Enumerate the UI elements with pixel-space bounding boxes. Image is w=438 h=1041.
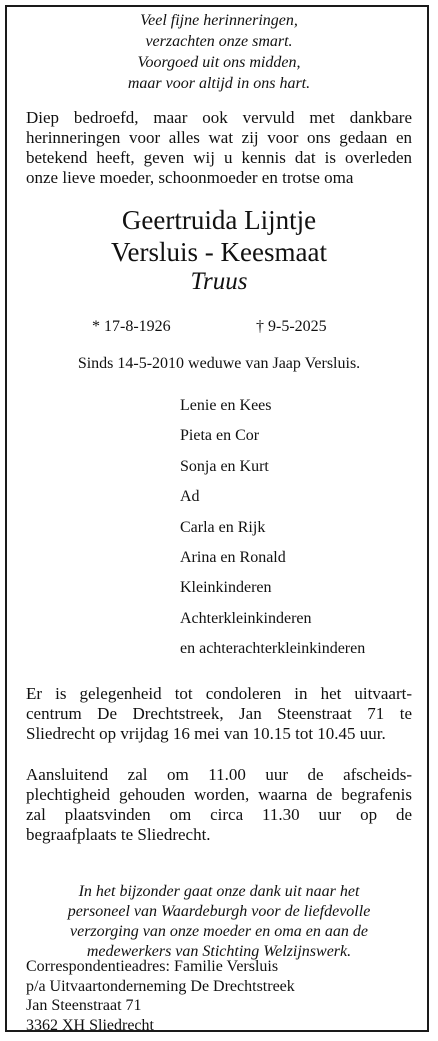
condolence-paragraph [26,684,412,744]
condolence-line: Er is gelegenheid tot condoleren in het uitvaart- [26,684,412,703]
deceased-nickname: Truus [190,268,248,295]
poem-line: Voorgoed uit ons midden, [137,54,301,71]
address-line: Correspondentieadres: Familie Versluis [26,958,279,975]
address-line: p/a Uitvaartonderneming De Drechtstreek [26,977,295,995]
thanks-line: verzorging van onze moeder en oma en aan de [69,923,368,940]
intro-line: betekend heeft, geven wij u kennis dat is overleden [26,148,412,167]
deceased-name-line1: Geertruida Lijntje [121,205,317,235]
condolence-line: Sliedrecht op vrijdag 16 mei van 10.15 tot 10.45 uur. [26,724,386,743]
family-member: Ad [180,488,200,506]
family-member: Pieta en Cor [180,427,260,445]
thanks-line: personeel van Waardeburgh voor de liefdevolle [67,903,371,920]
intro-line: herinneringen voor alles wat zij voor ons gedaan en [26,128,412,147]
family-member: Arina en Ronald [180,548,286,566]
family-list [180,396,365,670]
condolence-line: centrum De Drechtstreek, Jan Steenstraat 71 te [26,704,412,723]
family-member: en achterachterkleinkinderen [180,640,366,658]
family-member: Achterkleinkinderen [180,609,312,627]
family-member: Kleinkinderen [180,579,272,597]
correspondence-address [26,957,295,1035]
poem [0,10,438,94]
poem-line: Veel fijne herinneringen, [140,12,298,29]
intro-paragraph [26,108,412,188]
address-line: 3362 XH Sliedrecht [26,1016,154,1034]
family-member: Carla en Rijk [180,518,266,536]
thanks-line: In het bijzonder gaat onze dank uit naar het [78,883,360,900]
ceremony-line: begraafplaats te Sliedrecht. [26,825,211,844]
ceremony-line: plechtigheid gehouden worden, waarna de begrafenis [26,785,412,804]
birth-date: * 17-8-1926 [92,318,171,335]
family-member: Sonja en Kurt [180,457,269,475]
widow-line: Sinds 14-5-2010 weduwe van Jaap Versluis. [77,355,361,372]
ceremony-line: Aansluitend zal om 11.00 uur de afscheids- [26,765,412,784]
death-date: † 9-5-2025 [256,318,327,335]
ceremony-line: zal plaatsvinden om circa 11.30 uur op de [26,805,412,824]
poem-line: verzachten onze smart. [145,33,293,50]
address-line: Jan Steenstraat 71 [26,997,142,1014]
intro-line: onze lieve moeder, schoonmoeder en trotse oma [26,168,354,187]
poem-line: maar voor altijd in ons hart. [127,75,311,92]
deceased-name-line2: Versluis - Keesmaat [111,237,327,267]
family-member: Lenie en Kees [180,397,272,414]
intro-line: Diep bedroefd, maar ook vervuld met dankbare [26,108,412,127]
ceremony-paragraph [26,765,412,845]
thanks-paragraph [0,882,438,962]
thanks-line: medewerkers van Stichting Welzijnswerk. [86,943,352,960]
